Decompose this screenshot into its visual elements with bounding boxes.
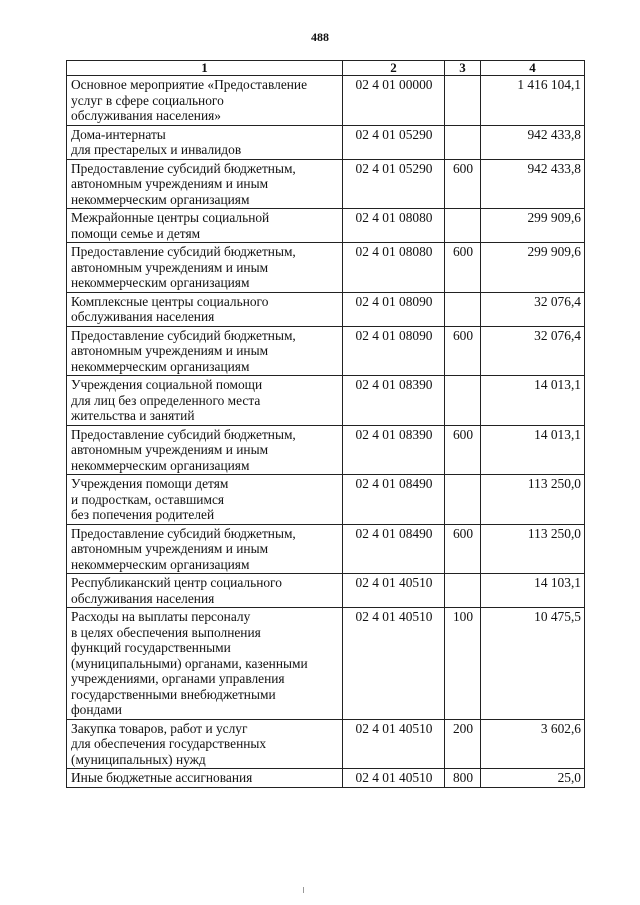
row-type-cell [445, 376, 481, 426]
row-name-cell: Межрайонные центры социальной помощи семье и детям [67, 209, 343, 243]
row-type-cell: 600 [445, 425, 481, 475]
row-type-cell: 100 [445, 608, 481, 720]
row-amount-cell: 14 013,1 [481, 425, 585, 475]
row-code-cell: 02 4 01 40510 [343, 574, 445, 608]
row-code-cell: 02 4 01 05290 [343, 125, 445, 159]
row-amount-cell: 14 103,1 [481, 574, 585, 608]
row-name-cell: Республиканский центр социального обслуживания населения [67, 574, 343, 608]
row-code-cell: 02 4 01 40510 [343, 608, 445, 720]
column-header-4: 4 [481, 61, 585, 76]
row-name-cell: Предоставление субсидий бюджетным, автономным учреждениям и иным некоммерческим организациям [67, 159, 343, 209]
row-amount-cell: 942 433,8 [481, 125, 585, 159]
row-name-cell: Предоставление субсидий бюджетным, автономным учреждениям и иным некоммерческим организациям [67, 326, 343, 376]
table-row [67, 475, 585, 525]
row-type-cell: 600 [445, 524, 481, 574]
row-amount-cell: 10 475,5 [481, 608, 585, 720]
row-amount-cell: 14 013,1 [481, 376, 585, 426]
row-amount-cell: 942 433,8 [481, 159, 585, 209]
table-header-row [67, 61, 585, 76]
table-row [67, 608, 585, 720]
table-body [67, 76, 585, 788]
row-name-cell: Предоставление субсидий бюджетным, автономным учреждениям и иным некоммерческим организациям [67, 425, 343, 475]
row-name-cell: Предоставление субсидий бюджетным, автономным учреждениям и иным некоммерческим организациям [67, 243, 343, 293]
table-row [67, 574, 585, 608]
row-code-cell: 02 4 01 40510 [343, 719, 445, 769]
row-code-cell: 02 4 01 00000 [343, 76, 445, 126]
table-row [67, 76, 585, 126]
row-name-cell: Учреждения социальной помощи для лиц без определенного места жительства и занятий [67, 376, 343, 426]
row-code-cell: 02 4 01 08490 [343, 475, 445, 525]
row-name-cell: Дома-интернаты для престарелых и инвалидов [67, 125, 343, 159]
row-amount-cell: 1 416 104,1 [481, 76, 585, 126]
row-amount-cell: 32 076,4 [481, 326, 585, 376]
row-amount-cell: 3 602,6 [481, 719, 585, 769]
row-type-cell: 600 [445, 159, 481, 209]
budget-table [66, 60, 585, 788]
column-header-1: 1 [67, 61, 343, 76]
table-row [67, 292, 585, 326]
table-row [67, 326, 585, 376]
row-type-cell: 600 [445, 243, 481, 293]
row-type-cell [445, 292, 481, 326]
row-name-cell: Предоставление субсидий бюджетным, автономным учреждениям и иным некоммерческим организациям [67, 524, 343, 574]
row-amount-cell: 113 250,0 [481, 524, 585, 574]
row-type-cell [445, 475, 481, 525]
row-amount-cell: 299 909,6 [481, 209, 585, 243]
row-code-cell: 02 4 01 05290 [343, 159, 445, 209]
page-number: 488 [311, 30, 329, 44]
row-name-cell: Иные бюджетные ассигнования [67, 769, 343, 788]
row-code-cell: 02 4 01 08080 [343, 243, 445, 293]
row-type-cell [445, 574, 481, 608]
row-type-cell: 200 [445, 719, 481, 769]
row-code-cell: 02 4 01 08390 [343, 425, 445, 475]
row-name-cell: Основное мероприятие «Предоставление услуг в сфере социального обслуживания населения» [67, 76, 343, 126]
row-type-cell [445, 76, 481, 126]
table-row [67, 125, 585, 159]
row-code-cell: 02 4 01 08490 [343, 524, 445, 574]
row-type-cell [445, 125, 481, 159]
row-code-cell: 02 4 01 40510 [343, 769, 445, 788]
row-amount-cell: 113 250,0 [481, 475, 585, 525]
row-amount-cell: 25,0 [481, 769, 585, 788]
table-row [67, 425, 585, 475]
table-row [67, 769, 585, 788]
row-amount-cell: 32 076,4 [481, 292, 585, 326]
table-row [67, 376, 585, 426]
row-name-cell: Расходы на выплаты персоналу в целях обеспечения выполнения функций государственными (муниципальными) органами, казенными учреждениями, органами управления государственными внебюджетными фондами [67, 608, 343, 720]
table-row [67, 243, 585, 293]
row-code-cell: 02 4 01 08090 [343, 326, 445, 376]
row-name-cell: Учреждения помощи детям и подросткам, оставшимся без попечения родителей [67, 475, 343, 525]
row-type-cell: 600 [445, 326, 481, 376]
column-header-2: 2 [343, 61, 445, 76]
scan-mark [303, 887, 304, 893]
row-type-cell: 800 [445, 769, 481, 788]
row-code-cell: 02 4 01 08390 [343, 376, 445, 426]
table-row [67, 524, 585, 574]
table-row [67, 209, 585, 243]
row-type-cell [445, 209, 481, 243]
row-name-cell: Комплексные центры социального обслуживания населения [67, 292, 343, 326]
row-code-cell: 02 4 01 08080 [343, 209, 445, 243]
column-header-3: 3 [445, 61, 481, 76]
table-row [67, 719, 585, 769]
table-row [67, 159, 585, 209]
row-code-cell: 02 4 01 08090 [343, 292, 445, 326]
row-amount-cell: 299 909,6 [481, 243, 585, 293]
row-name-cell: Закупка товаров, работ и услуг для обеспечения государственных (муниципальных) нужд [67, 719, 343, 769]
